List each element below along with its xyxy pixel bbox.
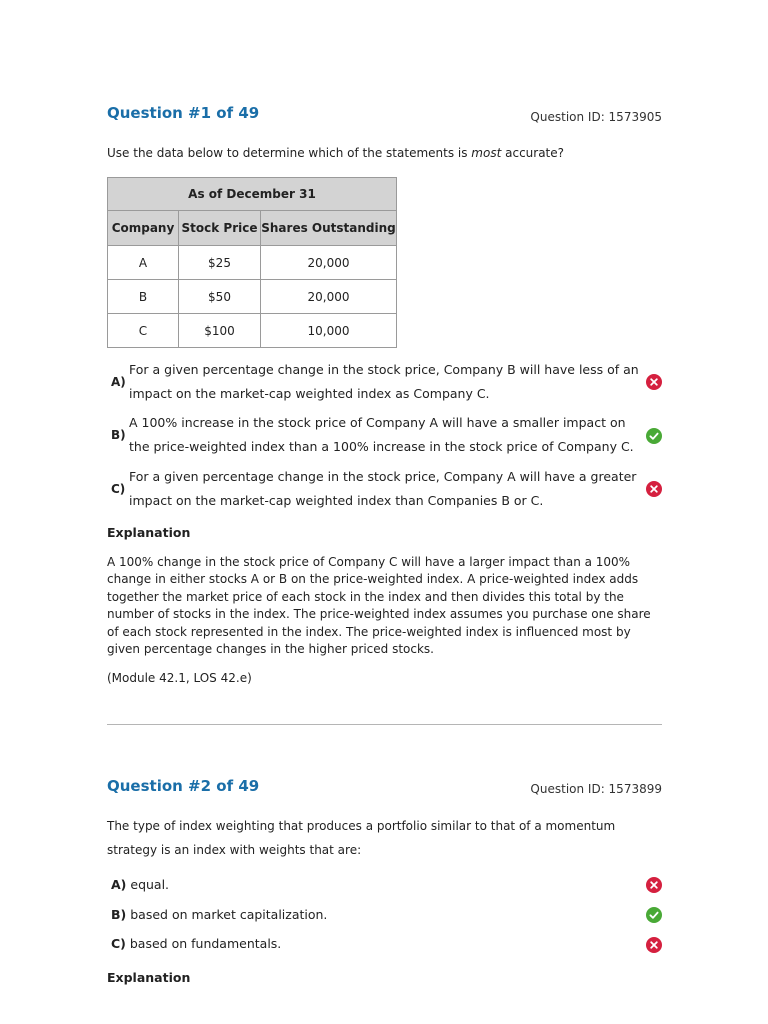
question-1-prompt bbox=[107, 141, 564, 165]
los-reference: (Module 42.1, LOS 42.e) bbox=[107, 671, 252, 685]
option-letter: B) bbox=[111, 907, 127, 922]
explanation-heading: Explanation bbox=[107, 525, 191, 540]
option-text-line: the price-weighted index than a 100% increase in the stock price of Company C. bbox=[129, 439, 634, 454]
table-cell: $50 bbox=[179, 280, 261, 314]
x-circle-icon bbox=[646, 374, 662, 390]
check-circle-icon bbox=[646, 907, 662, 923]
prompt-line: strategy is an index with weights that are: bbox=[107, 843, 362, 857]
option-text-line: For a given percentage change in the stock price, Company A will have a greater bbox=[129, 469, 637, 484]
table-header-shares-outstanding: Shares Outstanding bbox=[261, 211, 397, 246]
table-cell: 10,000 bbox=[261, 314, 397, 348]
explanation-line: together the market price of each stock in the index and then divides this total by the bbox=[107, 589, 624, 604]
option-text bbox=[129, 465, 639, 513]
table-cell: A bbox=[108, 246, 179, 280]
option-letter: A) bbox=[111, 877, 127, 892]
check-circle-icon bbox=[646, 428, 662, 444]
table-cell: B bbox=[108, 280, 179, 314]
option-letter: C) bbox=[111, 482, 126, 496]
x-circle-icon bbox=[646, 481, 662, 497]
prompt-text: accurate? bbox=[501, 146, 565, 160]
prompt-text: Use the data below to determine which of the statements is bbox=[107, 146, 472, 160]
prompt-emphasis: most bbox=[471, 146, 502, 160]
option-text-line: impact on the market-cap weighted index as Company C. bbox=[129, 386, 490, 401]
table-cell: $100 bbox=[179, 314, 261, 348]
option-text-line: A 100% increase in the stock price of Company A will have a smaller impact on bbox=[129, 415, 626, 430]
option-text-line: For a given percentage change in the stock price, Company B will have less of an bbox=[129, 362, 639, 377]
explanation-line: A 100% change in the stock price of Company C will have a larger impact than a 100% bbox=[107, 555, 631, 569]
question-divider bbox=[107, 724, 662, 725]
table-row bbox=[108, 280, 397, 314]
table-header-company: Company bbox=[108, 211, 179, 246]
option-label: equal. bbox=[130, 877, 170, 892]
explanation-text bbox=[107, 554, 667, 658]
table-row bbox=[108, 246, 397, 280]
option-letter: B) bbox=[111, 428, 126, 442]
option-text bbox=[129, 358, 639, 406]
table-row bbox=[108, 314, 397, 348]
explanation-heading: Explanation bbox=[107, 970, 191, 985]
explanation-line: number of stocks in the index. The price-weighted index assumes you purchase one share bbox=[107, 607, 651, 622]
explanation-line: of each stock represented in the index. The price-weighted index is influenced most by bbox=[107, 624, 631, 639]
table-cell: $25 bbox=[179, 246, 261, 280]
table-cell: C bbox=[108, 314, 179, 348]
option-letter: C) bbox=[111, 936, 126, 951]
option-text bbox=[111, 932, 281, 956]
prompt-line: The type of index weighting that produces a portfolio similar to that of a momentum bbox=[107, 819, 616, 833]
question-2-title: Question #2 of 49 bbox=[107, 777, 260, 795]
option-label: based on market capitalization. bbox=[130, 907, 328, 922]
table-caption: As of December 31 bbox=[108, 178, 397, 211]
table-cell: 20,000 bbox=[261, 246, 397, 280]
explanation-line: given percentage changes in the higher priced stocks. bbox=[107, 642, 434, 657]
option-text bbox=[129, 411, 644, 459]
table-header-stock-price: Stock Price bbox=[179, 211, 261, 246]
option-text-line: impact on the market-cap weighted index than Companies B or C. bbox=[129, 493, 544, 508]
option-text bbox=[111, 873, 169, 897]
question-1-title: Question #1 of 49 bbox=[107, 104, 260, 122]
question-2-prompt bbox=[107, 814, 667, 862]
x-circle-icon bbox=[646, 877, 662, 893]
company-data-table bbox=[107, 177, 397, 348]
question-2-id: Question ID: 1573899 bbox=[530, 782, 662, 796]
table-cell: 20,000 bbox=[261, 280, 397, 314]
x-circle-icon bbox=[646, 937, 662, 953]
question-1-id: Question ID: 1573905 bbox=[530, 110, 662, 124]
explanation-line: change in either stocks A or B on the price-weighted index. A price-weighted index adds bbox=[107, 572, 639, 587]
option-label: based on fundamentals. bbox=[129, 936, 282, 951]
option-text bbox=[111, 903, 327, 927]
option-letter: A) bbox=[111, 375, 126, 389]
